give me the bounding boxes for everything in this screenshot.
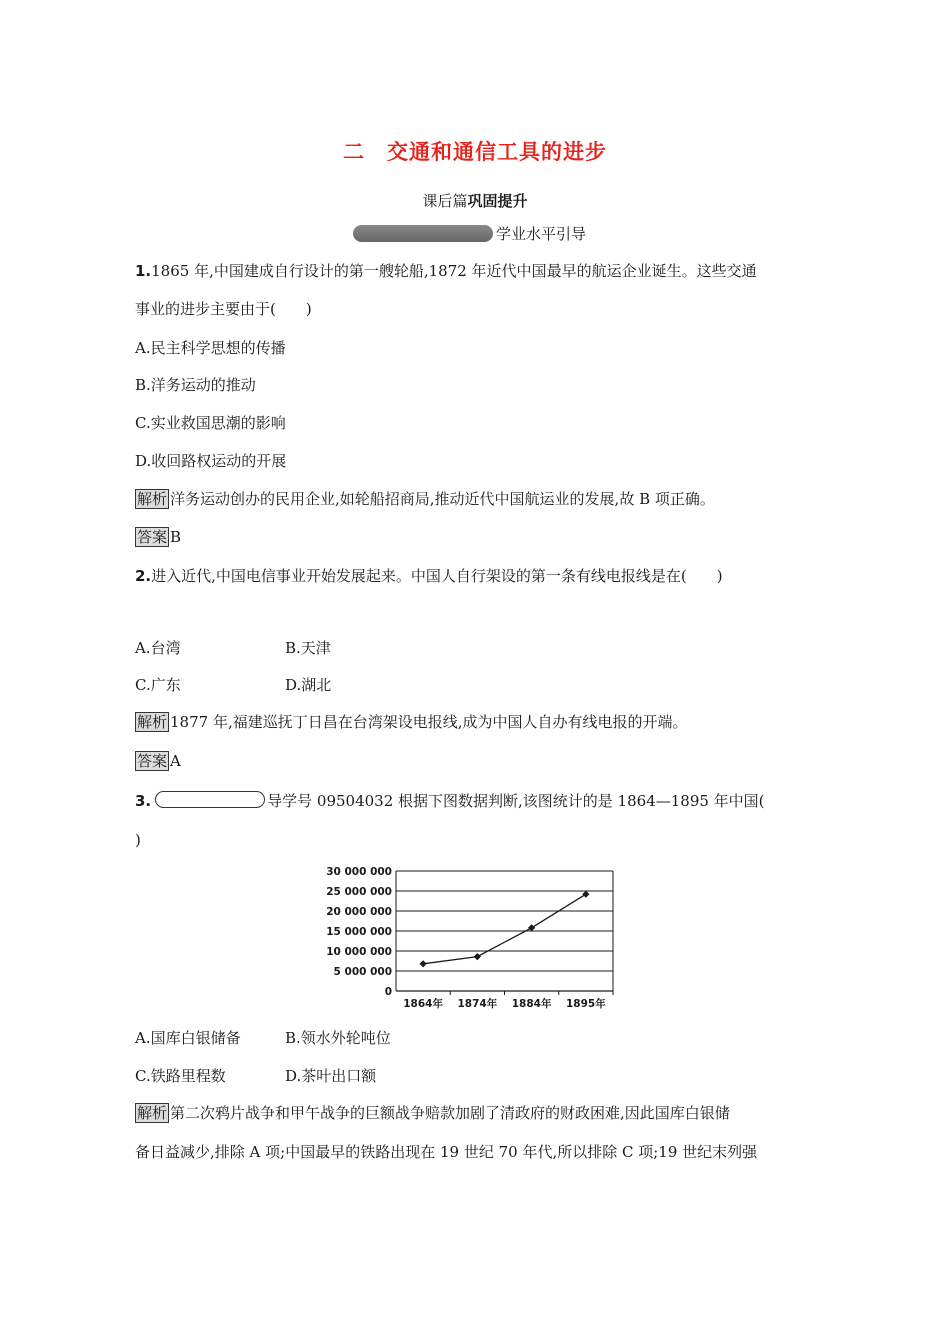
- chart-series-line: [423, 894, 586, 964]
- q3-options-row2: [135, 1065, 376, 1087]
- q3-stem-line2: ): [135, 831, 141, 849]
- chart-data-point: [420, 960, 427, 967]
- answer-tag: 答案: [137, 528, 168, 546]
- q1-stem-line2: 事业的进步主要由于( ): [135, 300, 312, 318]
- chart-x-tick-label: 1874年: [457, 998, 498, 1010]
- q2-option-c: C.广东: [135, 676, 181, 694]
- q2-answer: 答案 A: [137, 752, 181, 770]
- section-header: [353, 221, 586, 245]
- chart-y-tick-label: 5 000 000: [333, 966, 392, 978]
- q3-analysis-line2: 备日益减少,排除 A 项;中国最早的铁路出现在 19 世纪 70 年代,所以排除 C 项;19 世纪末列强: [135, 1143, 758, 1161]
- chart-y-tick-label: 20 000 000: [326, 906, 392, 918]
- chart-y-tick-label: 10 000 000: [326, 946, 392, 958]
- analysis-tag: 解析: [137, 1104, 168, 1122]
- chart-y-tick-label: 0: [384, 986, 392, 998]
- chart-x-tick-label: 1895年: [566, 998, 606, 1010]
- q3-stem-line1: 3. 导学号 09504032 根据下图数据判断,该图统计的是 1864—1895 年中国(: [135, 792, 765, 810]
- analysis-tag: 解析: [137, 490, 168, 508]
- q3-analysis-line1: 解析 第二次鸦片战争和甲午战争的巨额战争赔款加剧了清政府的财政困难,因此国库白银储: [137, 1104, 730, 1122]
- q2-option-b: B.天津: [285, 639, 331, 657]
- chart-x-tick-label: 1884年: [511, 998, 552, 1010]
- answer-tag: 答案: [137, 752, 168, 770]
- q1-stem-line1: 1.1865 年,中国建成自行设计的第一艘轮船,1872 年近代中国最早的航运企业诞生。这些交通: [135, 262, 757, 280]
- chart-data-point: [582, 891, 589, 898]
- q2-options-row2: [135, 674, 331, 696]
- q2-options-row1: [135, 637, 331, 659]
- chart-y-tick-label: 30 000 000: [326, 866, 392, 878]
- section-label: 学业水平引导: [496, 224, 587, 243]
- chart-data-point: [474, 953, 481, 960]
- guide-number-oval: [155, 791, 265, 808]
- chart-y-axis-labels: [326, 866, 392, 998]
- q3-option-c: C.铁路里程数: [135, 1067, 226, 1085]
- q3-option-a: A.国库白银储备: [135, 1029, 241, 1047]
- q1-option-a: A.民主科学思想的传播: [135, 339, 286, 357]
- chart-grid: [396, 871, 613, 991]
- q1-option-c: C.实业救国思潮的影响: [135, 414, 286, 432]
- q2-option-d: D.湖北: [285, 676, 332, 694]
- q2-stem: 2.进入近代,中国电信事业开始发展起来。中国人自行架设的第一条有线电报线是在( ): [135, 567, 723, 585]
- chart-y-tick-label: 25 000 000: [326, 886, 392, 898]
- chart-x-tick-label: 1864年: [403, 998, 443, 1010]
- analysis-tag: 解析: [137, 713, 168, 731]
- q3-option-b: B.领水外轮吨位: [285, 1029, 391, 1047]
- line-chart: [300, 855, 630, 1015]
- chart-y-tick-label: 15 000 000: [326, 926, 392, 938]
- page-title: 二 交通和通信工具的进步: [343, 140, 607, 164]
- q3-option-d: D.茶叶出口额: [285, 1067, 377, 1085]
- q1-option-d: D.收回路权运动的开展: [135, 452, 287, 470]
- chart-x-axis-labels: [403, 991, 613, 1010]
- q2-option-a: A.台湾: [135, 639, 181, 657]
- q1-option-b: B.洋务运动的推动: [135, 376, 256, 394]
- page-subtitle: 课后篇巩固提升: [422, 192, 528, 210]
- q3-options-row1: [135, 1027, 391, 1049]
- chart-points: [420, 891, 590, 968]
- q1-answer: 答案 B: [137, 528, 182, 546]
- chart-data-point: [528, 924, 535, 931]
- q1-analysis: 解析 洋务运动创办的民用企业,如轮船招商局,推动近代中国航运业的发展,故 B 项正确。: [137, 490, 715, 508]
- section-pill: [353, 225, 493, 242]
- q2-analysis: 解析 1877 年,福建巡抚丁日昌在台湾架设电报线,成为中国人自办有线电报的开端。: [137, 713, 688, 731]
